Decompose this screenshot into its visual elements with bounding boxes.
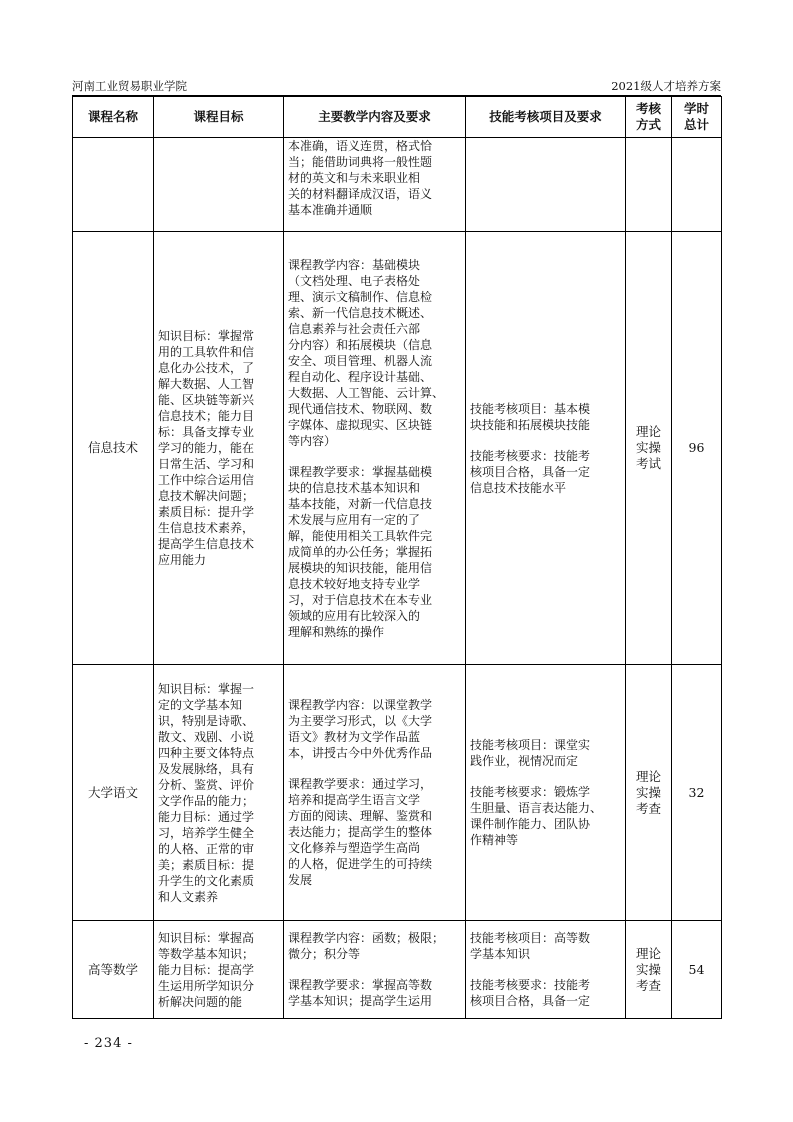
skill-cell (466, 138, 626, 232)
total-hours-cell: 96 (672, 232, 722, 665)
table-row (73, 232, 722, 665)
skill-cell (466, 232, 626, 665)
skill-cell (466, 665, 626, 921)
table-header-row (73, 97, 722, 138)
course-content-cell (284, 138, 466, 232)
course-table (72, 96, 722, 1019)
content-paragraph: 课程教学内容：函数；极限； 微分；积分等 (288, 931, 445, 961)
requirement-paragraph: 课程教学要求：掌握基础模 块的信息技术基本知识和 基本技能，对新一代信息技 术发展与应用有一定的了 解，能使用相关工具软件完 成简单的办公任务；掌握拓 展模块的知识技能，能用信 息技术较好地支持专业学 习，对于信息技术在本专业 领域的应用有比较深入的 理解和熟练的操作 (288, 464, 433, 639)
requirement-paragraph: 课程教学要求：掌握高等数 学基本知识；提高学生运用 (288, 978, 433, 1008)
table-row (73, 921, 722, 1019)
total-hours-cell (672, 138, 722, 232)
requirement-paragraph: 课程教学要求：通过学习， 培养和提高学生语言文学 方面的阅读、理解、鉴赏和 表达能力；提高学生的整体 文化修养与塑造学生高尚 的人格，促进学生的可持续 发展 (288, 777, 433, 887)
course-content-cell (284, 232, 466, 665)
skill-requirement-paragraph: 技能考核要求：技能考 核项目合格，具备一定 (470, 978, 591, 1008)
assessment-method-cell: 理论 实操 考试 (626, 232, 672, 665)
column-header-skill: 技能考核项目及要求 (466, 97, 626, 138)
column-header-name: 课程名称 (73, 97, 154, 138)
school-name: 河南工业贸易职业学院 (72, 79, 187, 93)
total-hours-cell: 54 (672, 921, 722, 1019)
content-paragraph: 课程教学内容：基础模块 （文档处理、电子表格处 理、演示文稿制作、信息检 索、新一代信息技术概述、 信息素养与社会责任六部 分内容）和拓展模块（信息 安全、项目管理、机器人流 程自动化、程序设计基础、 大数据、人工智能、云计算、 现代通信技术、物联网、数 字媒体、虚拟现实、区块链 等内容） (288, 257, 445, 448)
total-hours-cell: 32 (672, 665, 722, 921)
page-number: - 234 - (84, 1036, 133, 1051)
assessment-method-cell (626, 138, 672, 232)
skill-item-paragraph: 技能考核项目：基本模 块技能和拓展模块技能 (470, 401, 591, 432)
course-content-cell (284, 921, 466, 1019)
assessment-method-cell: 理论 实操 考查 (626, 921, 672, 1019)
table-row (73, 138, 722, 232)
course-goal-cell: 知识目标：掌握高 等数学基本知识； 能力目标：提高学 生运用所学知识分 析解决问题的能 (154, 921, 284, 1019)
skill-requirement-paragraph: 技能考核要求：锻炼学 生胆量、语言表达能力、 课件制作能力、团队协 作精神等 (470, 785, 603, 847)
content-paragraph: 课程教学内容：以课堂教学 为主要学习形式，以《大学 语文》教材为文学作品蓝 本，讲授古今中外优秀作品 (288, 698, 433, 760)
skill-item-paragraph: 技能考核项目：高等数 学基本知识 (470, 931, 591, 961)
course-name-cell: 高等数学 (73, 921, 154, 1019)
column-header-goal: 课程目标 (154, 97, 284, 138)
column-header-method: 考核 方式 (626, 97, 672, 138)
assessment-method-cell: 理论 实操 考查 (626, 665, 672, 921)
course-name-cell: 大学语文 (73, 665, 154, 921)
content-paragraph: 本准确，语义连贯，格式恰 当；能借助词典将一般性题 材的英文和与未来职业相 关的材料翻译成汉语，语义 基本准确并通顺 (288, 139, 433, 217)
course-content-cell (284, 665, 466, 921)
skill-item-paragraph: 技能考核项目：课堂实 践作业，视情况而定 (470, 738, 591, 768)
course-name-cell: 信息技术 (73, 232, 154, 665)
skill-requirement-paragraph: 技能考核要求：技能考 核项目合格，具备一定 信息技术技能水平 (470, 448, 591, 495)
course-goal-cell (154, 138, 284, 232)
column-header-hours: 学时 总计 (672, 97, 722, 138)
course-goal-cell: 知识目标：掌握常 用的工具软件和信 息化办公技术，了 解大数据、人工智 能、区块链等新兴 信息技术；能力目 标：具备支撑专业 学习的能力，能在 日常生活、学习和 工作中综合运用信 息技术解决问题； 素质目标：提升学 生信息技术素养， 提高学生信息技术 应用能力 (154, 232, 284, 665)
running-header (72, 77, 721, 95)
document-title: 2021级人才培养方案 (611, 79, 721, 93)
table-row (73, 665, 722, 921)
course-name-cell (73, 138, 154, 232)
column-header-content: 主要教学内容及要求 (284, 97, 466, 138)
course-goal-cell: 知识目标：掌握一 定的文学基本知 识，特别是诗歌、 散文、戏剧、小说 四种主要文体特点 及发展脉络，具有 分析、鉴赏、评价 文学作品的能力； 能力目标：通过学 习，培养学生健全 的人格、正常的审 美；素质目标：提 升学生的文化素质 和人文素养 (154, 665, 284, 921)
skill-cell (466, 921, 626, 1019)
